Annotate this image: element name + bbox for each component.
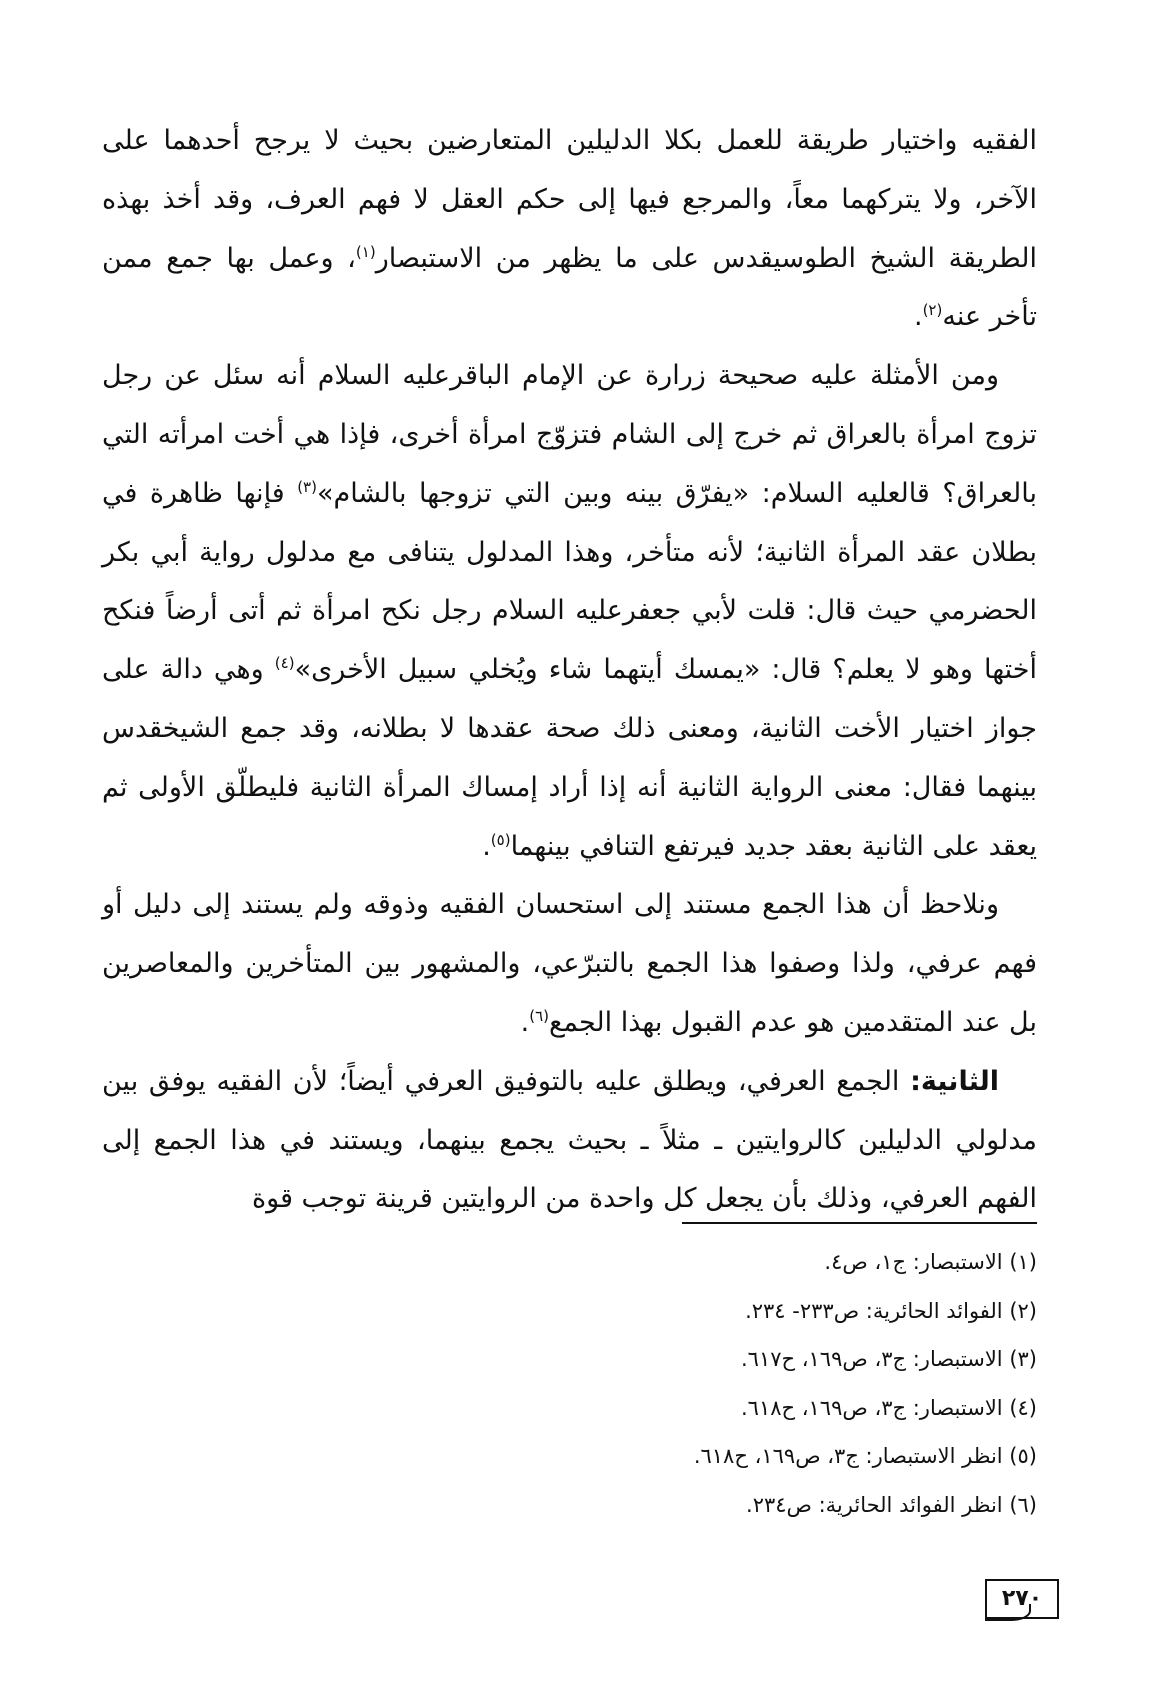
footnotes-list — [102, 1238, 1037, 1530]
paragraph-1: الفقيه واختيار طريقة للعمل بكلا الدليلين المتعارضين بحيث لا يرجح أحدهما على الآخر، ولا يتركهما معاً، والمرجع فيها إلى حكم العقل لا فهم العرف، وقد أخذ بهذه الطريقة الشيخ الطوسيقدس على ما يظهر من الاستبصار$^{(١)}$، وعمل بها جمع ممن تأخر عنه$^{(٢)}$. — [102, 125, 1038, 333]
page-number: ٢٧٠ — [985, 1579, 1059, 1619]
footnote-ref-1[interactable]: (١) — [355, 242, 376, 261]
paragraph-3: ونلاحظ أن هذا الجمع مستند إلى استحسان الفقيه وذوقه ولم يستند إلى دليل أو فهم عرفي، ولذا وصفوا هذا الجمع بالتبرّعي، والمشهور بين المتأخرين والمعاصرين بل عند المتقدمين هو عدم القبول بهذا الجمع$^{(٦)}$. — [102, 889, 1037, 1038]
footnote-ref-5[interactable]: (٥) — [490, 830, 511, 849]
footnote-1: (١) الاستبصار: ج١، ص٤. — [824, 1250, 1037, 1274]
footnote-2: (٢) الفوائد الحائرية: ص٢٣٣- ٢٣٤. — [745, 1298, 1037, 1323]
footnote-6: (٦) انظر الفوائد الحائرية: ص٢٣٤. — [746, 1492, 1037, 1517]
paragraph-2: ومن الأمثلة عليه صحيحة زرارة عن الإمام الباقرعليه السلام أنه سئل عن رجل تزوج امرأة بالعراق ثم خرج إلى الشام فتزوّج امرأة أخرى، فإذا هي أخت امرأته التي بالعراق؟ قالعليه السلام: «يفرّق بينه وبين التي تزوجها بالشام»$^{(٣)}$ فإنها ظاهرة في بطلان عقد المرأة الثانية؛ لأنه متأخر، وهذا المدلول يتنافى مع مدلول رواية أبي بكر الحضرمي حيث قال: قلت لأبي جعفرعليه السلام رجل نكح امرأة ثم أتى أرضاً فنكح أختها وهو لا يعلم؟ قال: «يمسك أيتهما شاء ويُخلي سبيل الأخرى»$^{(٤)}$ وهي دالة على جواز اختيار الأخت الثانية، ومعنى ذلك صحة عقدها لا بطلانه، وقد جمع الشيخقدس بينهما فقال: معنى الرواية الثانية أنه إذا أراد إمساك المرأة الثانية فليطلّق الأولى ثم يعقد على الثانية بعقد جديد فيرتفع التنافي بينهما$^{(٥)}$. — [102, 360, 1037, 862]
main-text — [102, 112, 1037, 1229]
paragraph-4: الثانية: الجمع العرفي، ويطلق عليه بالتوفيق العرفي أيضاً؛ لأن الفقيه يوفق بين مدلولي الدليلين كالروايتين ـ مثلاً ـ بحيث يجمع بينهما، ويستند في هذا الجمع إلى الفهم العرفي، وذلك بأن يجعل كل واحدة من الروايتين قرينة توجب قوة — [102, 1065, 1037, 1215]
footnote-separator — [682, 1222, 1037, 1224]
section-label: الثانية: — [910, 1065, 999, 1097]
footnote-ref-3[interactable]: (٣) — [297, 477, 317, 496]
footnote-3: (٣) الاستبصار: ج٣، ص١٦٩، ح٦١٧. — [740, 1347, 1037, 1372]
footnote-ref-2[interactable]: (٢) — [922, 301, 943, 320]
footnote-5: (٥) انظر الاستبصار: ج٣، ص١٦٩، ح٦١٨. — [693, 1444, 1037, 1469]
footnote-ref-4[interactable]: (٤) — [274, 654, 295, 673]
footnote-4: (٤) الاستبصار: ج٣، ص١٦٩، ح٦١٨. — [740, 1395, 1037, 1420]
footnote-ref-6[interactable]: (٦) — [529, 1006, 549, 1025]
